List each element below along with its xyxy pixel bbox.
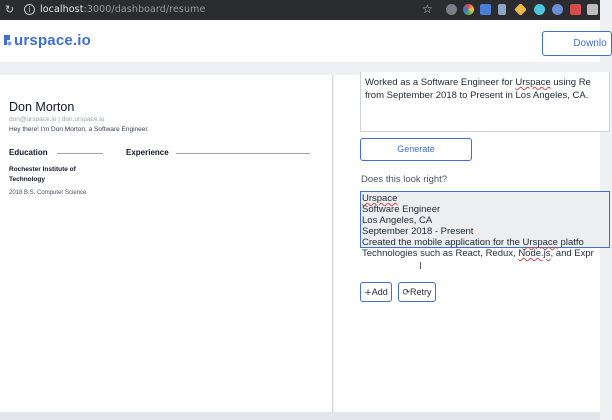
prompt-line: from September 2018 to Present in Los Angeles, CA. <box>365 90 589 101</box>
school-name: Rochester Institute of Technology <box>9 166 76 183</box>
experience-prompt-text[interactable] <box>365 76 605 102</box>
resume-bio: Hey there! I'm Don Morton, a Software Engineer. <box>9 126 149 133</box>
retry-button[interactable] <box>398 282 436 302</box>
extension-icon[interactable] <box>514 3 527 16</box>
info-icon[interactable]: i <box>24 4 35 15</box>
result-text: Technologies such as React, Redux, <box>362 248 519 259</box>
url-host: localhost <box>40 4 84 15</box>
result-technologies <box>362 248 600 259</box>
result-text: Created the mobile application for the <box>362 237 523 248</box>
resume-contact: don@urspace.io | don.urspace.io <box>9 116 105 123</box>
result-tech-ref: Node.js <box>518 248 551 259</box>
reload-icon[interactable]: ↻ <box>5 3 15 16</box>
result-location: Los Angeles, CA <box>362 215 433 226</box>
extension-icon[interactable] <box>570 4 581 15</box>
plus-icon: + <box>364 288 372 298</box>
download-button[interactable]: Downlo <box>542 31 612 56</box>
result-company: Urspace <box>362 193 398 204</box>
education-divider <box>57 153 103 154</box>
extension-icon[interactable] <box>498 4 506 15</box>
prompt-line <box>365 76 605 89</box>
extension-icon[interactable] <box>480 4 491 15</box>
result-text: platfo <box>557 237 584 248</box>
education-heading: Education <box>9 148 48 157</box>
confirmation-question: Does this look right? <box>361 174 448 185</box>
experience-divider <box>176 153 310 154</box>
address-bar[interactable] <box>40 4 205 15</box>
resume-name: Don Morton <box>9 100 75 114</box>
urspace-logo-icon[interactable] <box>2 33 12 47</box>
logo-text[interactable]: urspace.io <box>14 32 92 49</box>
url-path: :3000/dashboard/resume <box>83 4 206 15</box>
add-label: Add <box>371 287 388 297</box>
generate-button[interactable]: Generate <box>360 138 472 161</box>
extension-icon[interactable] <box>463 4 474 15</box>
result-description <box>362 237 600 248</box>
prompt-text: using Re <box>550 77 591 88</box>
prompt-company: Urspace <box>515 77 551 88</box>
extension-icon[interactable] <box>534 4 545 15</box>
extension-icon[interactable] <box>446 4 457 15</box>
browser-toolbar <box>0 0 600 20</box>
retry-label: Retry <box>410 287 432 297</box>
degree: 2018 B.S. Computer Science <box>9 190 87 196</box>
result-company-ref: Urspace <box>522 237 558 248</box>
bookmark-star-icon[interactable]: ☆ <box>422 2 433 16</box>
result-text: , and Expr <box>550 248 594 259</box>
text-cursor-icon: I <box>419 261 422 272</box>
experience-heading: Experience <box>126 148 169 157</box>
add-button[interactable] <box>360 282 392 302</box>
result-dates: September 2018 - Present <box>362 226 474 237</box>
result-title: Software Engineer <box>362 204 441 215</box>
extension-icon[interactable] <box>587 4 598 15</box>
retry-icon: ⟳ <box>402 288 411 298</box>
prompt-text: Worked as a Software Engineer for <box>365 77 516 88</box>
extension-icon[interactable] <box>552 4 563 15</box>
